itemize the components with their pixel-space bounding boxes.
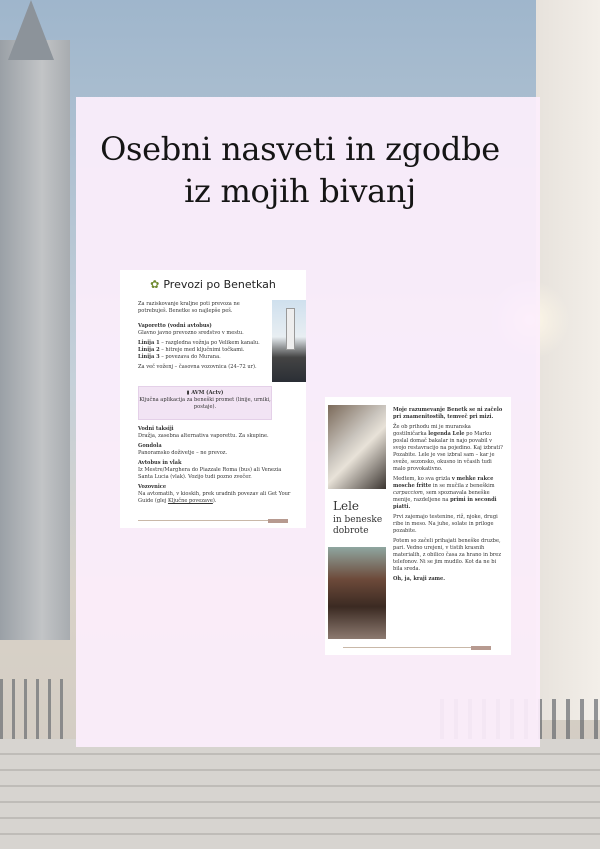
transport-details: Vodni taksiji Dražja, zasebna alternativa vaporettu. Za skupine. Gondola Panoramsko doživetje – ne prevoz. Avtobus in vlak Iz Mestre/Marghera do Piazzale Roma (bus) ali Venezia Santa Lucia (vlak). Vozijo tudi pozno zvečer. Vozovnice Na avtomatih, v kioskih, prek uradnih povezav ali Get Your Guide (glej Ključne povezave).: [138, 426, 291, 504]
transport-intro: Za raziskovanje kraljne poti prevoza ne potrebuješ. Benetke so najlepše peš.: [138, 301, 240, 314]
stairs: [0, 739, 600, 849]
transport-heading: ✿ Prevozi po Benetkah: [150, 278, 276, 291]
lele-portrait-photo: [328, 405, 386, 489]
lele-subheading: in beneske dobrote: [333, 515, 383, 536]
page-title: Osebni nasveti in zgodbe iz mojih bivanj: [100, 130, 500, 210]
avm-callout: ▮ AVM (Actv) Ključna aplikacija za beneški promet (linije, urniki, postaje).: [138, 386, 272, 420]
restaurant-photo: [328, 547, 386, 639]
vaporetto-section: Vaporetto (vodni avtobus) Glavno javno prevozno sredstvo v mestu. Linija 1 – razgledna vožnja po Velikem kanalu. Linija 2 – hitreje med ključnimi točkami. Linija 3 – povezava do Murana. Za več voženj – časovna vozovnica (24–72 ur).: [138, 323, 260, 370]
lele-card: [325, 397, 511, 655]
gondola-photo: [272, 300, 306, 382]
card-footer: [138, 520, 288, 521]
leaf-icon: ✿: [150, 278, 160, 291]
key-links-link[interactable]: Ključne povezave: [167, 498, 213, 504]
lele-heading: Lele: [333, 499, 360, 513]
lele-story: Moje razumevanje Benetk se ni začelo pri znamenitostih, temveč pri mizi. Že ob prihodu mi je muranska gostilničarka legenda Lele po Marku poslal domač bakalar in najo povabil v svojo restavracijo na pojedino. Kaj izbrati? Pozabite. Lele je vse izbral sam – kar je sveže, sezonsko, okusno in včasih tudi malo provokativno. Medtem, ko sva grizla v mehke rakce mosche fritte in se mučila z beneškim carpacciom, sem spoznavala beneške menije, razdeljene na primi in secondi piatti. Prvi zajemajo testenine, riž, njoke, drugi ribe in meso. Na juhe, solate in priloge pozabite. Potem so začeli prihajati beneške druzbe, pari. Vedno urejeni, v tistih krasnih materialih, z obilico časa za hrano in brez telefonov. Ni se jim mudilo. Kot da ne bi bila sreda. Oh, ja, kraji zame.: [393, 407, 503, 582]
transport-card: [120, 270, 306, 528]
building-right: [536, 0, 600, 720]
phone-icon: ▮: [186, 390, 190, 396]
card-footer: [343, 647, 491, 648]
